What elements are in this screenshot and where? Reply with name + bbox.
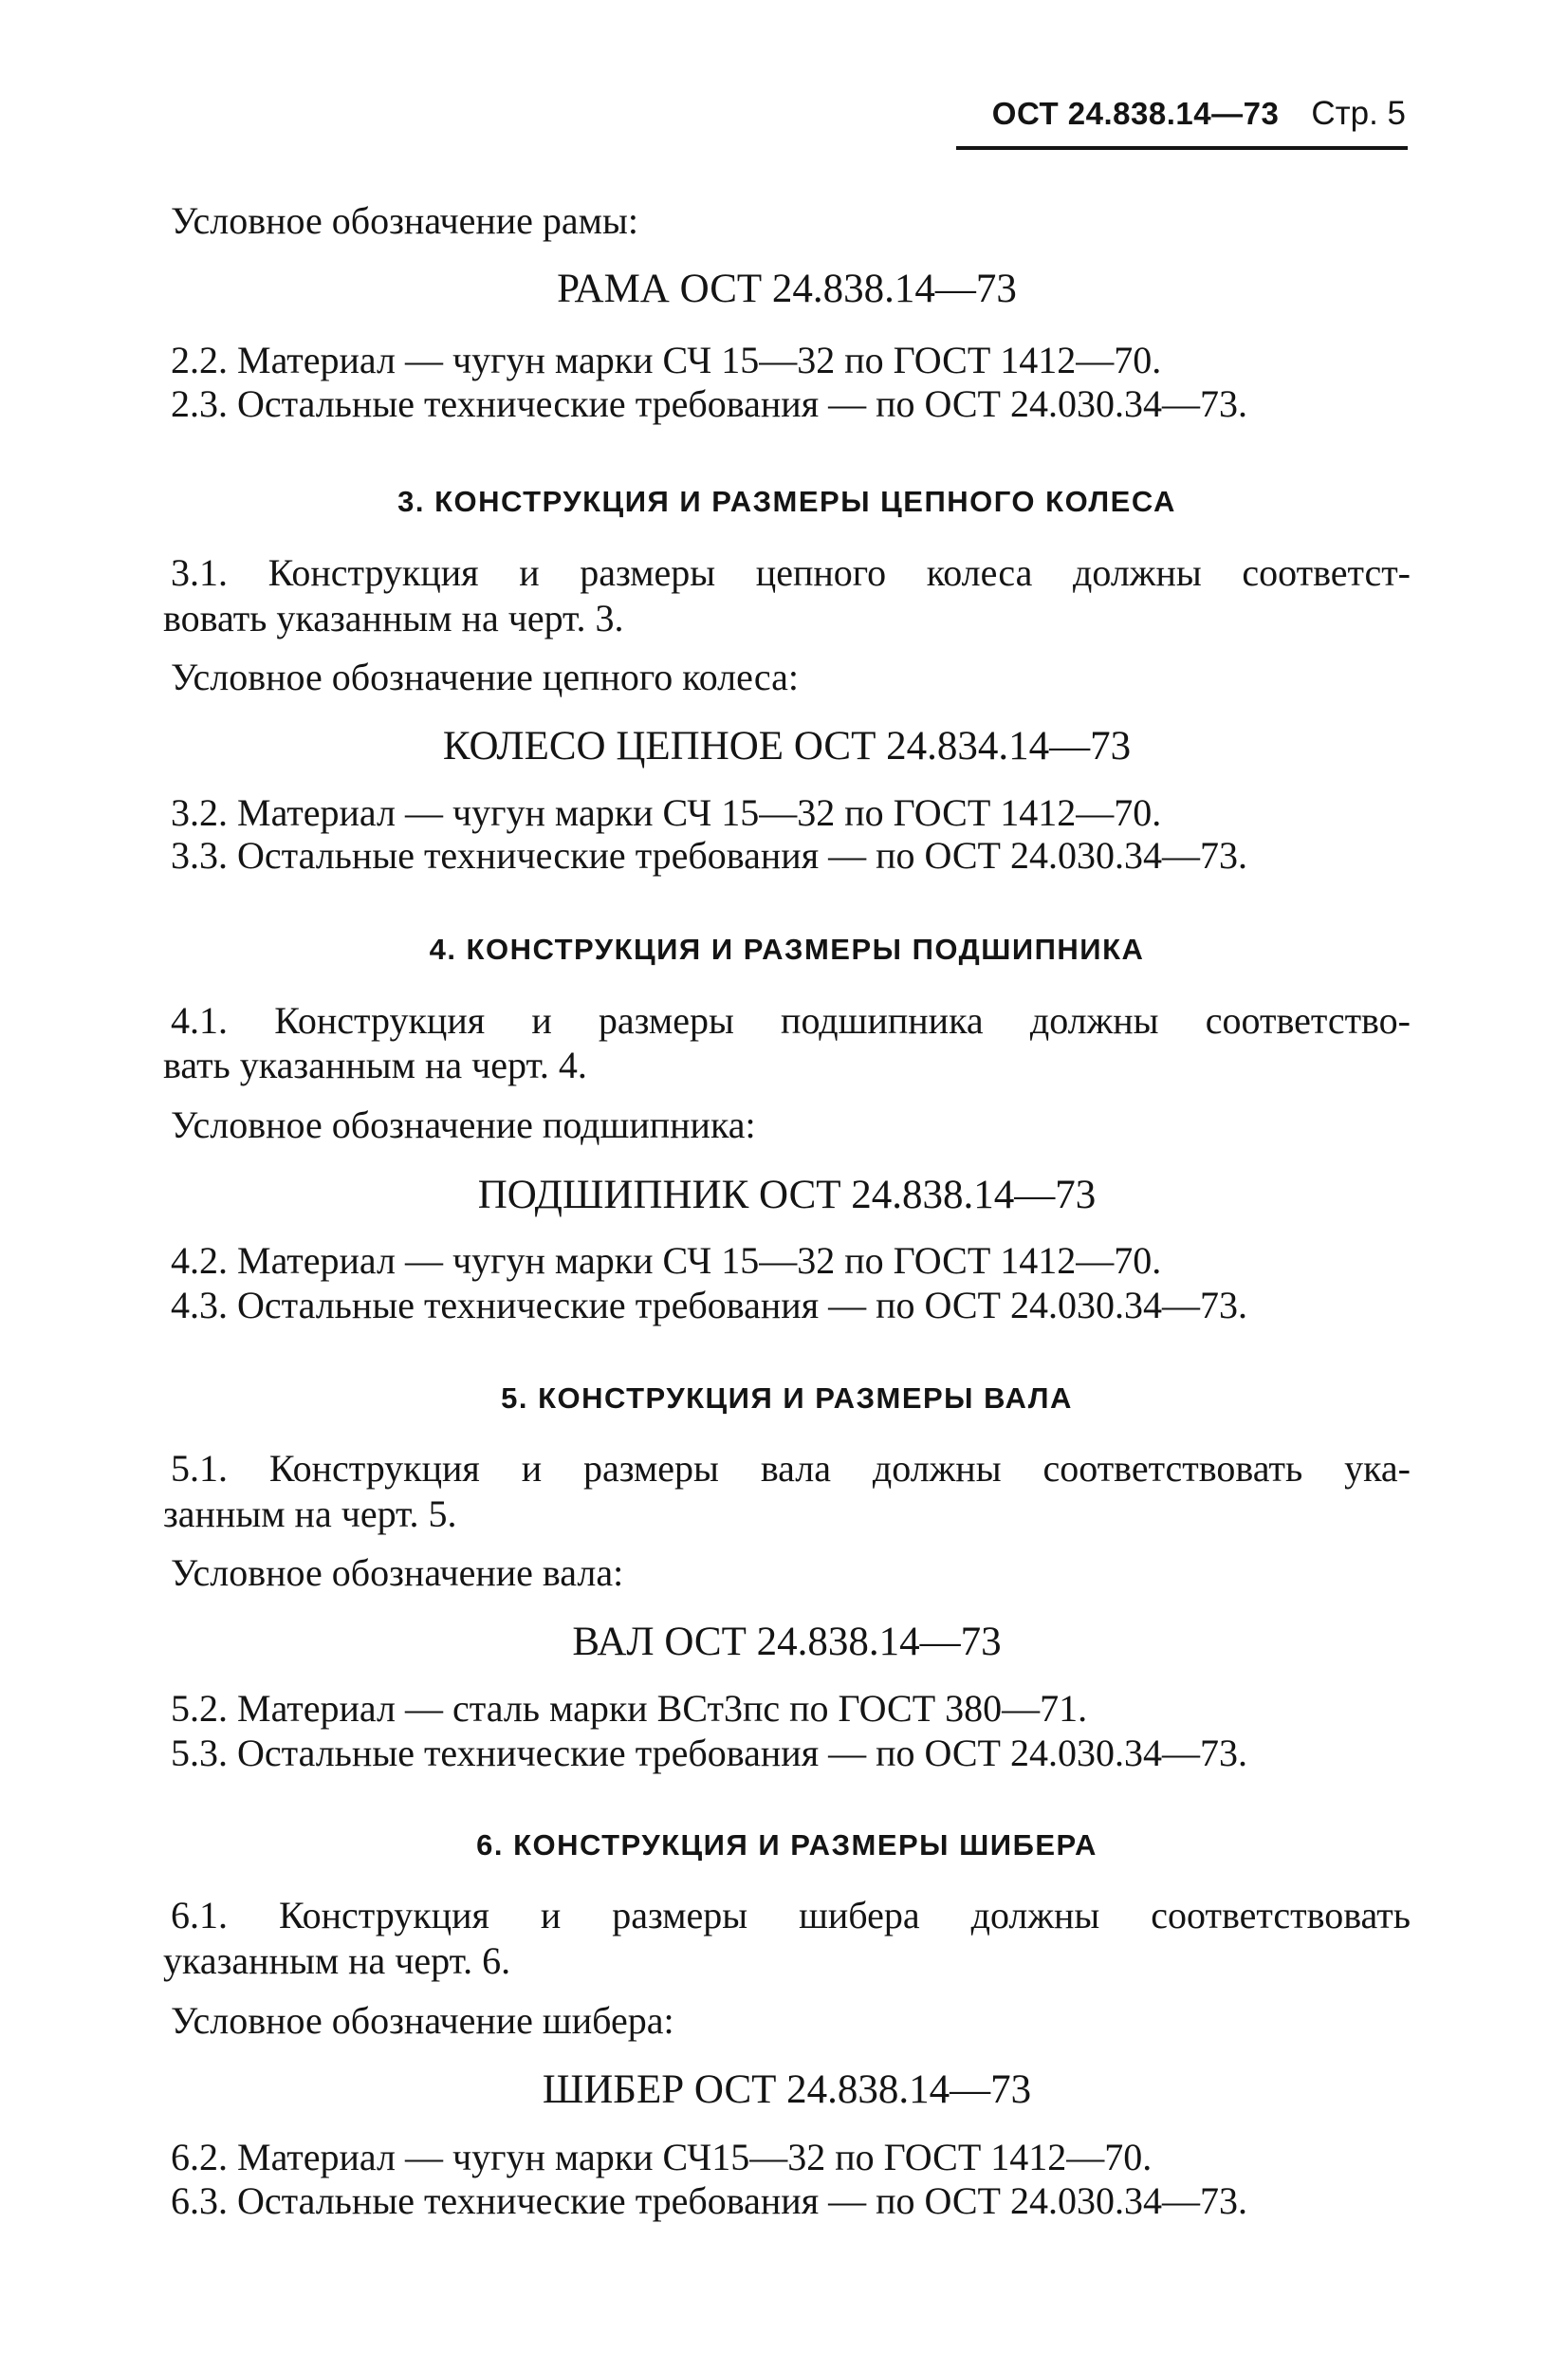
paragraph-3-1-line-2: вовать указанным на черт. 3. [163,597,624,639]
paragraph-3-3: 3.3. Остальные технические требования — по ОСТ 24.030.34—73. [171,834,1247,877]
paragraph-5-2: 5.2. Материал — сталь марки ВСт3пс по ГОСТ 380—71. [171,1687,1088,1730]
paragraph-4-3: 4.3. Остальные технические требования — по ОСТ 24.030.34—73. [171,1284,1247,1326]
heading-section-3: 3. КОНСТРУКЦИЯ И РАЗМЕРЫ ЦЕПНОГО КОЛЕСА [397,485,1176,518]
frame-designation: РАМА ОСТ 24.838.14—73 [557,267,1017,311]
gate-designation-label: Условное обозначение шибера: [171,1999,674,2042]
paragraph-4-1-line-1: 4.1. Конструкция и размеры подшипника должны соответство- [171,999,1411,1042]
paragraph-6-2: 6.2. Материал — чугун марки СЧ15—32 по ГОСТ 1412—70. [171,2136,1153,2178]
paragraph-6-1-line-2: указанным на черт. 6. [163,1939,511,1982]
shaft-designation: ВАЛ ОСТ 24.838.14—73 [572,1620,1002,1664]
paragraph-5-1-line-1: 5.1. Конструкция и размеры вала должны соответствовать ука- [171,1447,1411,1490]
paragraph-4-1-line-2: вать указанным на черт. 4. [163,1044,587,1086]
shaft-designation-label: Условное обозначение вала: [171,1551,624,1594]
paragraph-3-2: 3.2. Материал — чугун марки СЧ 15—32 по ГОСТ 1412—70. [171,791,1162,834]
wheel-designation-label: Условное обозначение цепного колеса: [171,656,799,698]
header-rule [956,146,1408,150]
paragraph-5-3: 5.3. Остальные технические требования — по ОСТ 24.030.34—73. [171,1732,1247,1774]
header-doc-code: ОСТ 24.838.14—73 [991,96,1280,131]
wheel-designation: КОЛЕСО ЦЕПНОЕ ОСТ 24.834.14—73 [442,724,1132,769]
heading-section-4: 4. КОНСТРУКЦИЯ И РАЗМЕРЫ ПОДШИПНИКА [429,933,1145,966]
header-page-number: Стр. 5 [1311,95,1406,132]
bearing-designation-label: Условное обозначение подшипника: [171,1103,756,1146]
page-header [950,95,1406,133]
heading-section-6: 6. КОНСТРУКЦИЯ И РАЗМЕРЫ ШИБЕРА [476,1828,1098,1862]
paragraph-4-2: 4.2. Материал — чугун марки СЧ 15—32 по ГОСТ 1412—70. [171,1239,1162,1282]
frame-designation-label: Условное обозначение рамы: [171,199,638,242]
bearing-designation: ПОДШИПНИК ОСТ 24.838.14—73 [477,1173,1097,1217]
paragraph-6-3: 6.3. Остальные технические требования — по ОСТ 24.030.34—73. [171,2179,1247,2222]
paragraph-5-1-line-2: занным на черт. 5. [163,1492,457,1535]
paragraph-2-2: 2.2. Материал — чугун марки СЧ 15—32 по ГОСТ 1412—70. [171,339,1162,381]
paragraph-2-3: 2.3. Остальные технические требования — по ОСТ 24.030.34—73. [171,382,1247,425]
gate-designation: ШИБЕР ОСТ 24.838.14—73 [542,2067,1032,2112]
heading-section-5: 5. КОНСТРУКЦИЯ И РАЗМЕРЫ ВАЛА [501,1381,1073,1415]
paragraph-3-1-line-1: 3.1. Конструкция и размеры цепного колеса должны соответст- [171,551,1411,594]
paragraph-6-1-line-1: 6.1. Конструкция и размеры шибера должны соответствовать [171,1894,1411,1936]
